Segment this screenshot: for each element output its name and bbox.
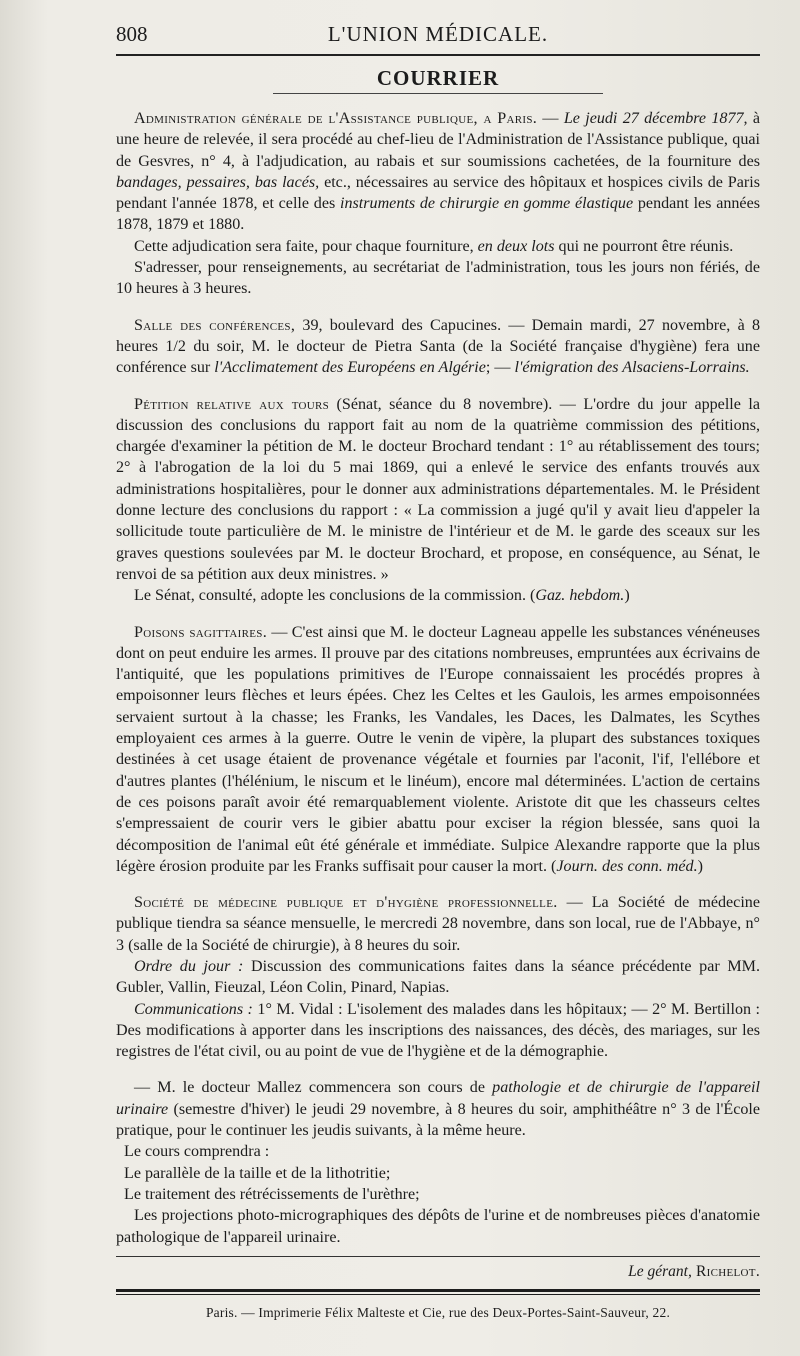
course-line: Le traitement des rétrécissements de l'urèthre; bbox=[124, 1185, 420, 1203]
citation-source: Journ. des conn. méd. bbox=[556, 857, 698, 875]
text-span: 1° M. Vidal : L'isolement des malades dans les hôpitaux; — 2° M. Bertillon : Des modifications à apporter dans les inscriptions des naissances, des décès, des mariages, sur les registres de l'état civil, ou au point de vue de l'hygiène et de la démographie. bbox=[116, 1000, 760, 1061]
text-span: Cette adjudication sera faite, pour chaque fourniture, bbox=[134, 237, 478, 255]
italic-text: instruments de chirurgie en gomme élastique bbox=[340, 195, 634, 213]
italic-text: pathologie et de chirurgie de l'appareil urinaire bbox=[116, 1079, 760, 1118]
paragraph-renseignements: S'adresser, pour renseignements, au secrétariat de l'administration, tous les jours non fériés, de 10 heures à 3 heures. bbox=[116, 259, 760, 298]
paragraph-assistance-publique bbox=[116, 108, 760, 236]
text-span: ; — bbox=[485, 359, 515, 377]
text-span: — La Société de médecine publique tiendra sa séance mensuelle, le mercredi 28 novembre, dans son local, rue de l'Abbaye, n° 3 (salle de la Société de chirurgie), à 8 heures du soir. bbox=[116, 894, 760, 954]
heading-poisons-sagittaires: Poisons sagittaires. bbox=[134, 623, 268, 641]
imprint-line: Paris. — Imprimerie Félix Malteste et Cie, rue des Deux-Portes-Saint-Sauveur, 22. bbox=[205, 1304, 671, 1320]
text-span: pendant les années 1878, 1879 et 1880. bbox=[116, 195, 760, 234]
italic-text: Communications : bbox=[134, 1000, 253, 1018]
paragraph-societe-medecine bbox=[116, 892, 760, 956]
text-span: ) bbox=[624, 587, 630, 605]
text-span: — M. le docteur Mallez commencera son cours de bbox=[134, 1079, 493, 1097]
course-line: Le parallèle de la taille et de la lithotritie; bbox=[124, 1164, 391, 1182]
paragraph-senat bbox=[116, 585, 760, 606]
spacer bbox=[116, 877, 760, 892]
signature-rule bbox=[116, 1256, 760, 1257]
citation-source: Gaz. hebdom. bbox=[535, 587, 625, 605]
paragraph-petition-tours bbox=[116, 394, 760, 586]
spacer bbox=[116, 607, 760, 622]
heading-assistance-publique: Administration générale de l'Assistance publique, a Paris. bbox=[134, 110, 538, 127]
heading-petition-tours: Pétition relative aux tours bbox=[134, 395, 330, 413]
text-span: (semestre d'hiver) le jeudi 29 novembre, à 8 heures du soir, amphithéâtre n° 3 de l'École pratique, pour le continuer les jeudis suivants, à la même heure. bbox=[116, 1100, 760, 1140]
text-span: (Sénat, séance du 8 novembre). — L'ordre du jour appelle la discussion des conclusions du rapport fait au nom de la quatrième commission des pétitions, chargée d'examiner la pétition de M. le docteur Brochard tendant : 1° au rétablissement des tours; 2° à l'abrogation de la loi du 5 mai 1869, qui a enlevé le service des enfants trouvés aux administrations hospitalières, pour le donner aux administrations départementales. M. le Président donne lecture des conclusions du rapport : « La commission a jugé qu'il y avait lieu d'appeler la sollicitude toute particulière de M. le ministre de l'intérieur et de M. le garde des sceaux sur les graves questions soulevées par M. le docteur Brochard, et propose, en conséquence, au Sénat, le renvoi de sa pétition aux deux ministres. » bbox=[116, 395, 760, 583]
spacer bbox=[116, 379, 760, 394]
signature-name: Richelot. bbox=[691, 1262, 760, 1280]
italic-text: Ordre du jour : bbox=[134, 957, 244, 975]
paragraph-adjudication bbox=[116, 236, 760, 257]
text-span: à une heure de relevée, il sera procédé au chef-lieu de l'Administration de l'Assistance publique, quai de Gesvres, n° 4, à l'adjudication, au rabais et sur soumissions cachetées, de la fourniture des bbox=[116, 110, 761, 170]
italic-text: en deux lots bbox=[477, 237, 555, 255]
text-span: — bbox=[537, 110, 564, 127]
paragraph-cours-mallez bbox=[116, 1077, 760, 1141]
spacer bbox=[116, 1062, 760, 1077]
text-span: ) bbox=[697, 857, 703, 875]
paragraph-communications bbox=[116, 999, 760, 1063]
signature bbox=[116, 1263, 760, 1281]
course-line: Le cours comprendra : bbox=[124, 1143, 270, 1161]
text-span: — C'est ainsi que M. le docteur Lagneau appelle les substances vénéneuses dont on peut enduire les armes. Il prouve par des citations nombreuses, empruntées aux écrivains de l'antiquité, que les populations primitives de l'Europe connaissaient les procédés propres à empoisonner leurs flèches et leurs épées. Chez les Celtes et les Gaulois, les armes empoisonnées servaient surtout à la chasse; les Franks, les Vandales, les Daces, les Dalmates, les Scythes employaient ces armes à la guerre. Outre le venin de vipère, la plupart des substances toxiques destinées à cet usage étaient de provenance végétale et fournies par l'aconit, l'if, l'ellébore et d'autres plantes (l'hélénium, le niscum et le linéum), encore mal déterminées. L'action de certains de ces poisons paraît avoir été remarquablement violente. Aristote dit que les chasseurs celtes s'empressaient de courir vers le gibier abattu pour exciser la région blessée, sans quoi la décomposition de l'animal eût été générale et immédiate. Sulpice Alexandre rapporte que la plus légère érosion produite par les Franks suffisait pour causer la mort. ( bbox=[116, 623, 761, 875]
header-rule bbox=[116, 54, 760, 56]
page-header bbox=[116, 14, 760, 50]
title-rule bbox=[273, 93, 603, 94]
heading-salle-conferences: Salle des conférences, bbox=[134, 316, 296, 334]
page-number: 808 bbox=[116, 22, 148, 46]
heading-societe-medecine: Société de médecine publique et d'hygiène professionnelle. bbox=[134, 894, 558, 912]
paragraph-poisons-sagittaires bbox=[116, 622, 760, 878]
section-title: COURRIER bbox=[376, 66, 500, 90]
running-title: L'UNION MÉDICALE. bbox=[327, 22, 549, 46]
paragraph-ordre-du-jour bbox=[116, 956, 760, 999]
text-span: 39, boulevard des Capucines. — Demain mardi, 27 novembre, à 8 heures 1/2 du soir, M. le docteur de Pietra Santa (de la Société française d'hygiène) fera une conférence sur bbox=[116, 316, 760, 377]
spacer bbox=[116, 300, 760, 315]
italic-text: bandages, pessaires, bas lacés, bbox=[116, 173, 320, 191]
paragraph-projections: Les projections photo-micrographiques des dépôts de l'urine et de nombreuses pièces d'anatomie pathologique de l'appareil urinaire. bbox=[116, 1207, 760, 1246]
text-span: Discussion des communications faites dans la séance précédente par MM. Gubler, Vallin, Fieuzal, Léon Colin, Pinard, Napias. bbox=[116, 957, 760, 997]
text-span: Le Sénat, consulté, adopte les conclusions de la commission. ( bbox=[134, 587, 536, 605]
footer-rule bbox=[116, 1289, 760, 1295]
text-span: etc., nécessaires au service des hôpitaux et hospices civils de Paris pendant l'année 1878, et celle des bbox=[116, 173, 760, 213]
italic-text: l'émigration des Alsaciens-Lorrains. bbox=[514, 359, 750, 377]
italic-text: l'Acclimatement des Européens en Algérie bbox=[214, 359, 486, 377]
signature-label: Le gérant, bbox=[628, 1262, 692, 1280]
date-text: Le jeudi 27 décembre 1877, bbox=[563, 110, 748, 127]
text-span: qui ne pourront être réunis. bbox=[554, 237, 734, 255]
paragraph-salle-conferences bbox=[116, 315, 760, 379]
article-body bbox=[116, 108, 760, 1248]
